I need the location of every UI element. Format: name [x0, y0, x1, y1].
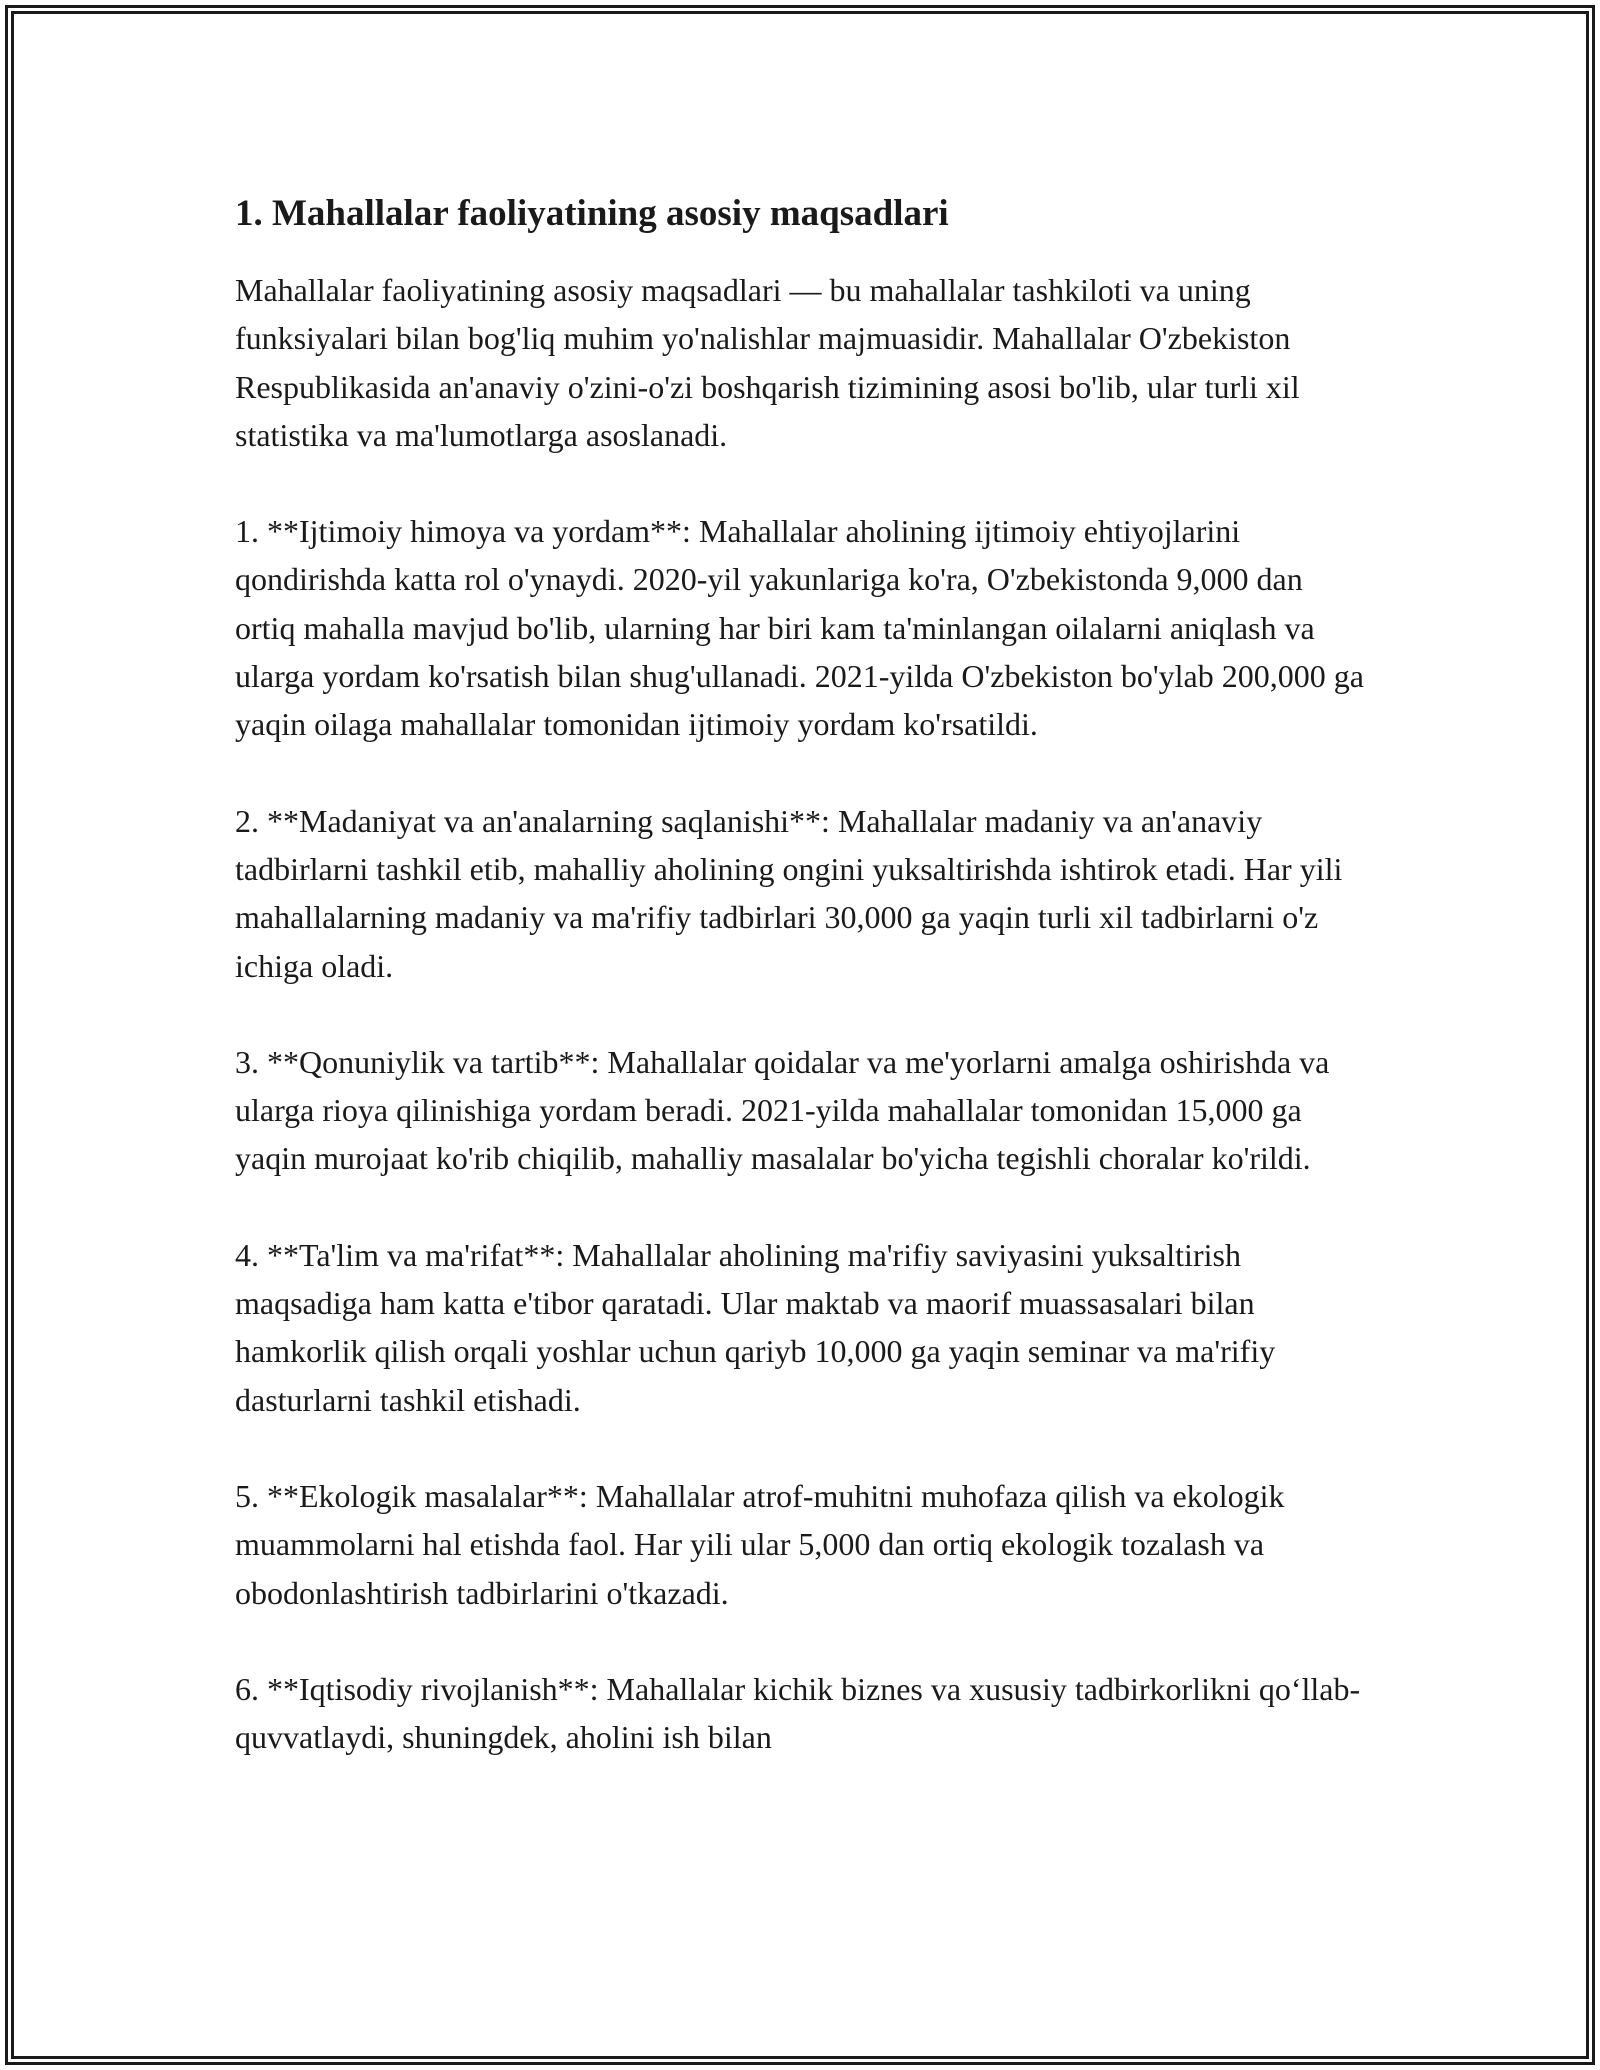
list-item-social-protection: 1. **Ijtimoiy himoya va yordam**: Mahallalar aholining ijtimoiy ehtiyojlarini qondirishda katta rol o'ynaydi. 2020-yil yakunlariga ko'ra, O'zbekistonda 9,000 dan ortiq mahalla mavjud bo'lib, ularning har biri kam ta'minlangan oilalarni aniqlash va ularga yordam ko'rsatish bilan shug'ullanadi. 2021-yilda O'zbekiston bo'ylab 200,000 ga yaqin oilaga mahallalar tomonidan ijtimoiy yordam ko'rsatildi.: [235, 513, 1364, 743]
document-title: 1. Mahallalar faoliyatining asosiy maqsadlari: [235, 193, 949, 234]
list-item-law-order: 3. **Qonuniylik va tartib**: Mahallalar qoidalar va me'yorlarni amalga oshirishda va ularga rioya qilinishiga yordam beradi. 2021-yilda mahallalar tomonidan 15,000 ga yaqin murojaat ko'rib chiqilib, mahalliy masalalar bo'yicha tegishli choralar ko'rildi.: [235, 1043, 1330, 1177]
intro-paragraph: Mahallalar faoliyatining asosiy maqsadlari — bu mahallalar tashkiloti va uning funksiyalari bilan bog'liq muhim yo'nalishlar majmuasidir. Mahallalar O'zbekiston Respublikasida an'anaviy o'zini-o'zi boshqarish tizimining asosi bo'lib, ular turli xil statistika va ma'lumotlarga asoslanadi.: [235, 272, 1300, 453]
list-item-ecology: 5. **Ekologik masalalar**: Mahallalar atrof-muhitni muhofaza qilish va ekologik muammolarni hal etishda faol. Har yili ular 5,000 dan ortiq ekologik tozalash va obodonlashtirish tadbirlarini o'tkazadi.: [235, 1477, 1285, 1611]
list-item-culture-traditions: 2. **Madaniyat va an'analarning saqlanishi**: Mahallalar madaniy va an'anaviy tadbirlarni tashkil etib, mahalliy aholining ongini yuksaltirishda ishtirok etadi. Har yili mahallalarning madaniy va ma'rifiy tadbirlari 30,000 ga yaqin turli xil tadbirlarni o'z ichiga oladi.: [235, 802, 1343, 984]
document-page: [235, 186, 1365, 1809]
list-item-education: 4. **Ta'lim va ma'rifat**: Mahallalar aholining ma'rifiy saviyasini yuksaltirish maqsadiga ham katta e'tibor qaratadi. Ular maktab va maorif muassasalari bilan hamkorlik qilish orqali yoshlar uchun qariyb 10,000 ga yaqin seminar va ma'rifiy dasturlarni tashkil etishadi.: [235, 1236, 1276, 1418]
list-item-economic-development: 6. **Iqtisodiy rivojlanish**: Mahallalar kichik biznes va xususiy tadbirkorlikni qo‘llab-quvvatlaydi, shuningdek, aholini ish bilan: [235, 1670, 1361, 1756]
